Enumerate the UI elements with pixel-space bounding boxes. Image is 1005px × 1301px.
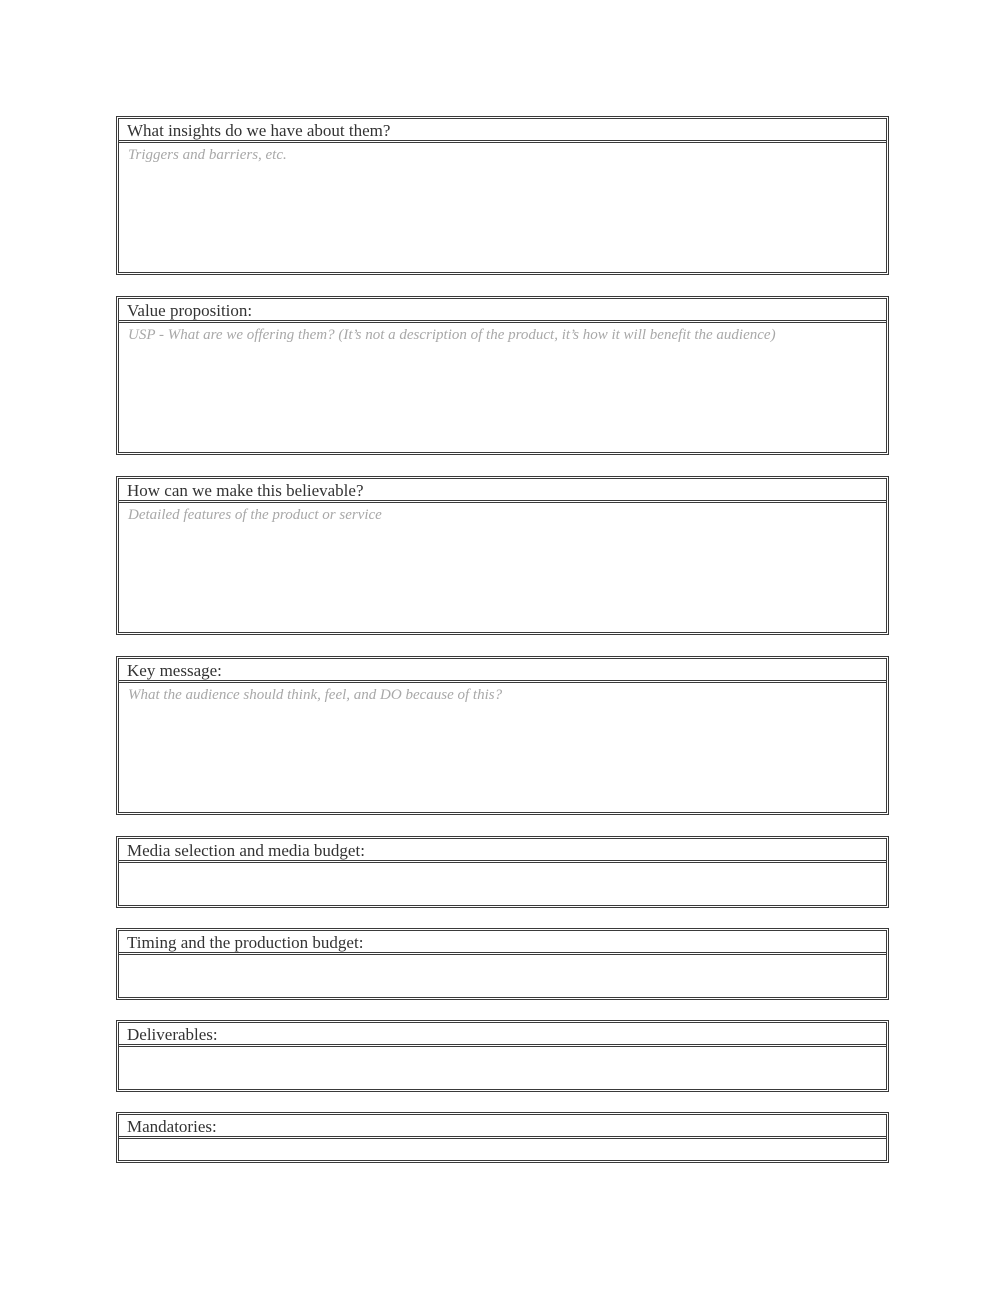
form-section-media — [116, 836, 889, 908]
section-input-area[interactable] — [119, 323, 886, 452]
section-input-area[interactable] — [119, 1139, 886, 1160]
section-input-area[interactable] — [119, 1047, 886, 1089]
section-input-area[interactable] — [119, 143, 886, 272]
section-hint: Triggers and barriers, etc. — [128, 147, 287, 163]
section-input-area[interactable] — [119, 683, 886, 812]
section-heading: How can we make this believable? — [119, 479, 886, 503]
section-input-area[interactable] — [119, 863, 886, 905]
section-heading: Mandatories: — [119, 1115, 886, 1139]
form-section-value-proposition — [116, 296, 889, 455]
section-input-area[interactable] — [119, 955, 886, 997]
section-heading: Deliverables: — [119, 1023, 886, 1047]
form-section-deliverables — [116, 1020, 889, 1092]
form-section-believable — [116, 476, 889, 635]
form-section-timing — [116, 928, 889, 1000]
section-heading: Media selection and media budget: — [119, 839, 886, 863]
form-section-insights — [116, 116, 889, 275]
section-heading: Key message: — [119, 659, 886, 683]
section-input-area[interactable] — [119, 503, 886, 632]
form-section-mandatories — [116, 1112, 889, 1163]
section-heading: Timing and the production budget: — [119, 931, 886, 955]
section-hint: USP - What are we offering them? (It’s not a description of the product, it’s how it will benefit the audience) — [128, 327, 776, 343]
section-heading: Value proposition: — [119, 299, 886, 323]
section-heading: What insights do we have about them? — [119, 119, 886, 143]
section-hint: What the audience should think, feel, and DO because of this? — [128, 687, 503, 703]
form-section-key-message — [116, 656, 889, 815]
section-hint: Detailed features of the product or service — [128, 507, 382, 523]
